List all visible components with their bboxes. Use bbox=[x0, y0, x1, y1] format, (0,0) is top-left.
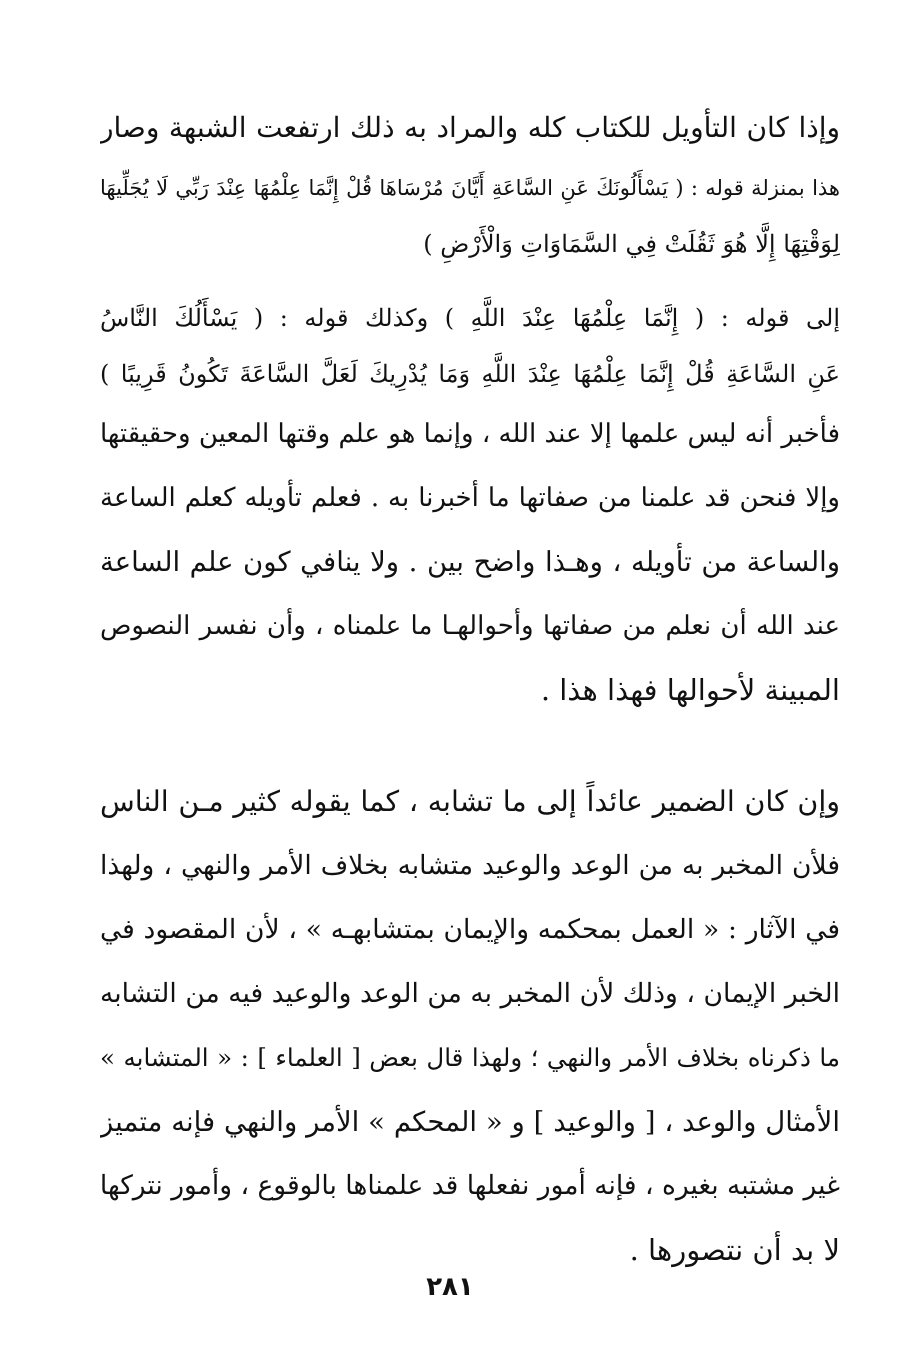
text-line: فأخبر أنه ليس علمها إلا عند الله ، وإنما هو علم وقتها المعين وحقيقتها bbox=[100, 419, 840, 449]
text-line: وإلا فنحن قد علمنا من صفاتها ما أخبرنا به . فعلم تأويله كعلم الساعة bbox=[100, 483, 840, 513]
text-line: الأمثال والوعد ، [ والوعيد ] و « المحكم » الأمر والنهي فإنه متميز bbox=[100, 1106, 840, 1138]
text-line: ما ذكرناه بخلاف الأمر والنهي ؛ ولهذا قال بعض [ العلماء ] : « المتشابه » bbox=[100, 1043, 840, 1072]
quran-verse-line: إلى قوله : ( إِنَّمَا عِلْمُهَا عِنْدَ اللَّهِ ) وكذلك قوله : ( يَسْأَلُكَ النَّاسُ bbox=[100, 304, 840, 332]
text-line: لا بد أن نتصورها . bbox=[629, 1233, 840, 1267]
paragraph-1 bbox=[100, 96, 840, 272]
text-line: الخبر الإيمان ، وذلك لأن المخبر به من الوعد والوعيد فيه من التشابه bbox=[100, 978, 840, 1009]
page-number: ٢٨١ bbox=[426, 1272, 474, 1302]
text-line: غير مشتبه بغيره ، فإنه أمور نفعلها قد علمناها بالوقوع ، وأمور نتركها bbox=[100, 1170, 840, 1201]
text-line: فلأن المخبر به من الوعد والوعيد متشابه بخلاف الأمر والنهي ، ولهذا bbox=[100, 850, 840, 881]
quran-verse-line: عَنِ السَّاعَةِ قُلْ إِنَّمَا عِلْمُهَا عِنْدَ اللَّهِ وَمَا يُدْرِيكَ لَعَلَّ السَّاعَةَ تَكُونُ قَرِيبًا ) bbox=[100, 360, 840, 388]
paragraph-2 bbox=[100, 290, 840, 722]
text-line: عند الله أن نعلم من صفاتها وأحوالهـا ما علمناه ، وأن نفسر النصوص bbox=[100, 611, 840, 641]
text-line: المبينة لأحوالها فهذا هذا . bbox=[540, 673, 840, 707]
text-line: وإن كان الضمير عائداً إلى ما تشابه ، كما يقوله كثير مـن الناس bbox=[100, 785, 840, 818]
quran-verse-line: هذا بمنزلة قوله : ( يَسْأَلُونَكَ عَنِ السَّاعَةِ أَيَّانَ مُرْسَاهَا قُلْ إِنَّمَا عِلْمُهَا عِنْدَ رَبِّي لَا يُجَلِّيهَا bbox=[100, 176, 840, 200]
text-line: وإذا كان التأويل للكتاب كله والمراد به ذلك ارتفعت الشبهة وصار bbox=[100, 111, 840, 144]
paragraph-3 bbox=[100, 770, 840, 1282]
text-line: في الآثار : « العمل بمحكمه والإيمان بمتشابهـه » ، لأن المقصود في bbox=[100, 914, 840, 945]
text-line: والساعة من تأويله ، وهـذا واضح بين . ولا ينافي كون علم الساعة bbox=[100, 546, 840, 578]
quran-verse-line: لِوَقْتِهَا إِلَّا هُوَ ثَقُلَتْ فِي السَّمَاوَاتِ وَالْأَرْضِ ) bbox=[423, 230, 840, 258]
